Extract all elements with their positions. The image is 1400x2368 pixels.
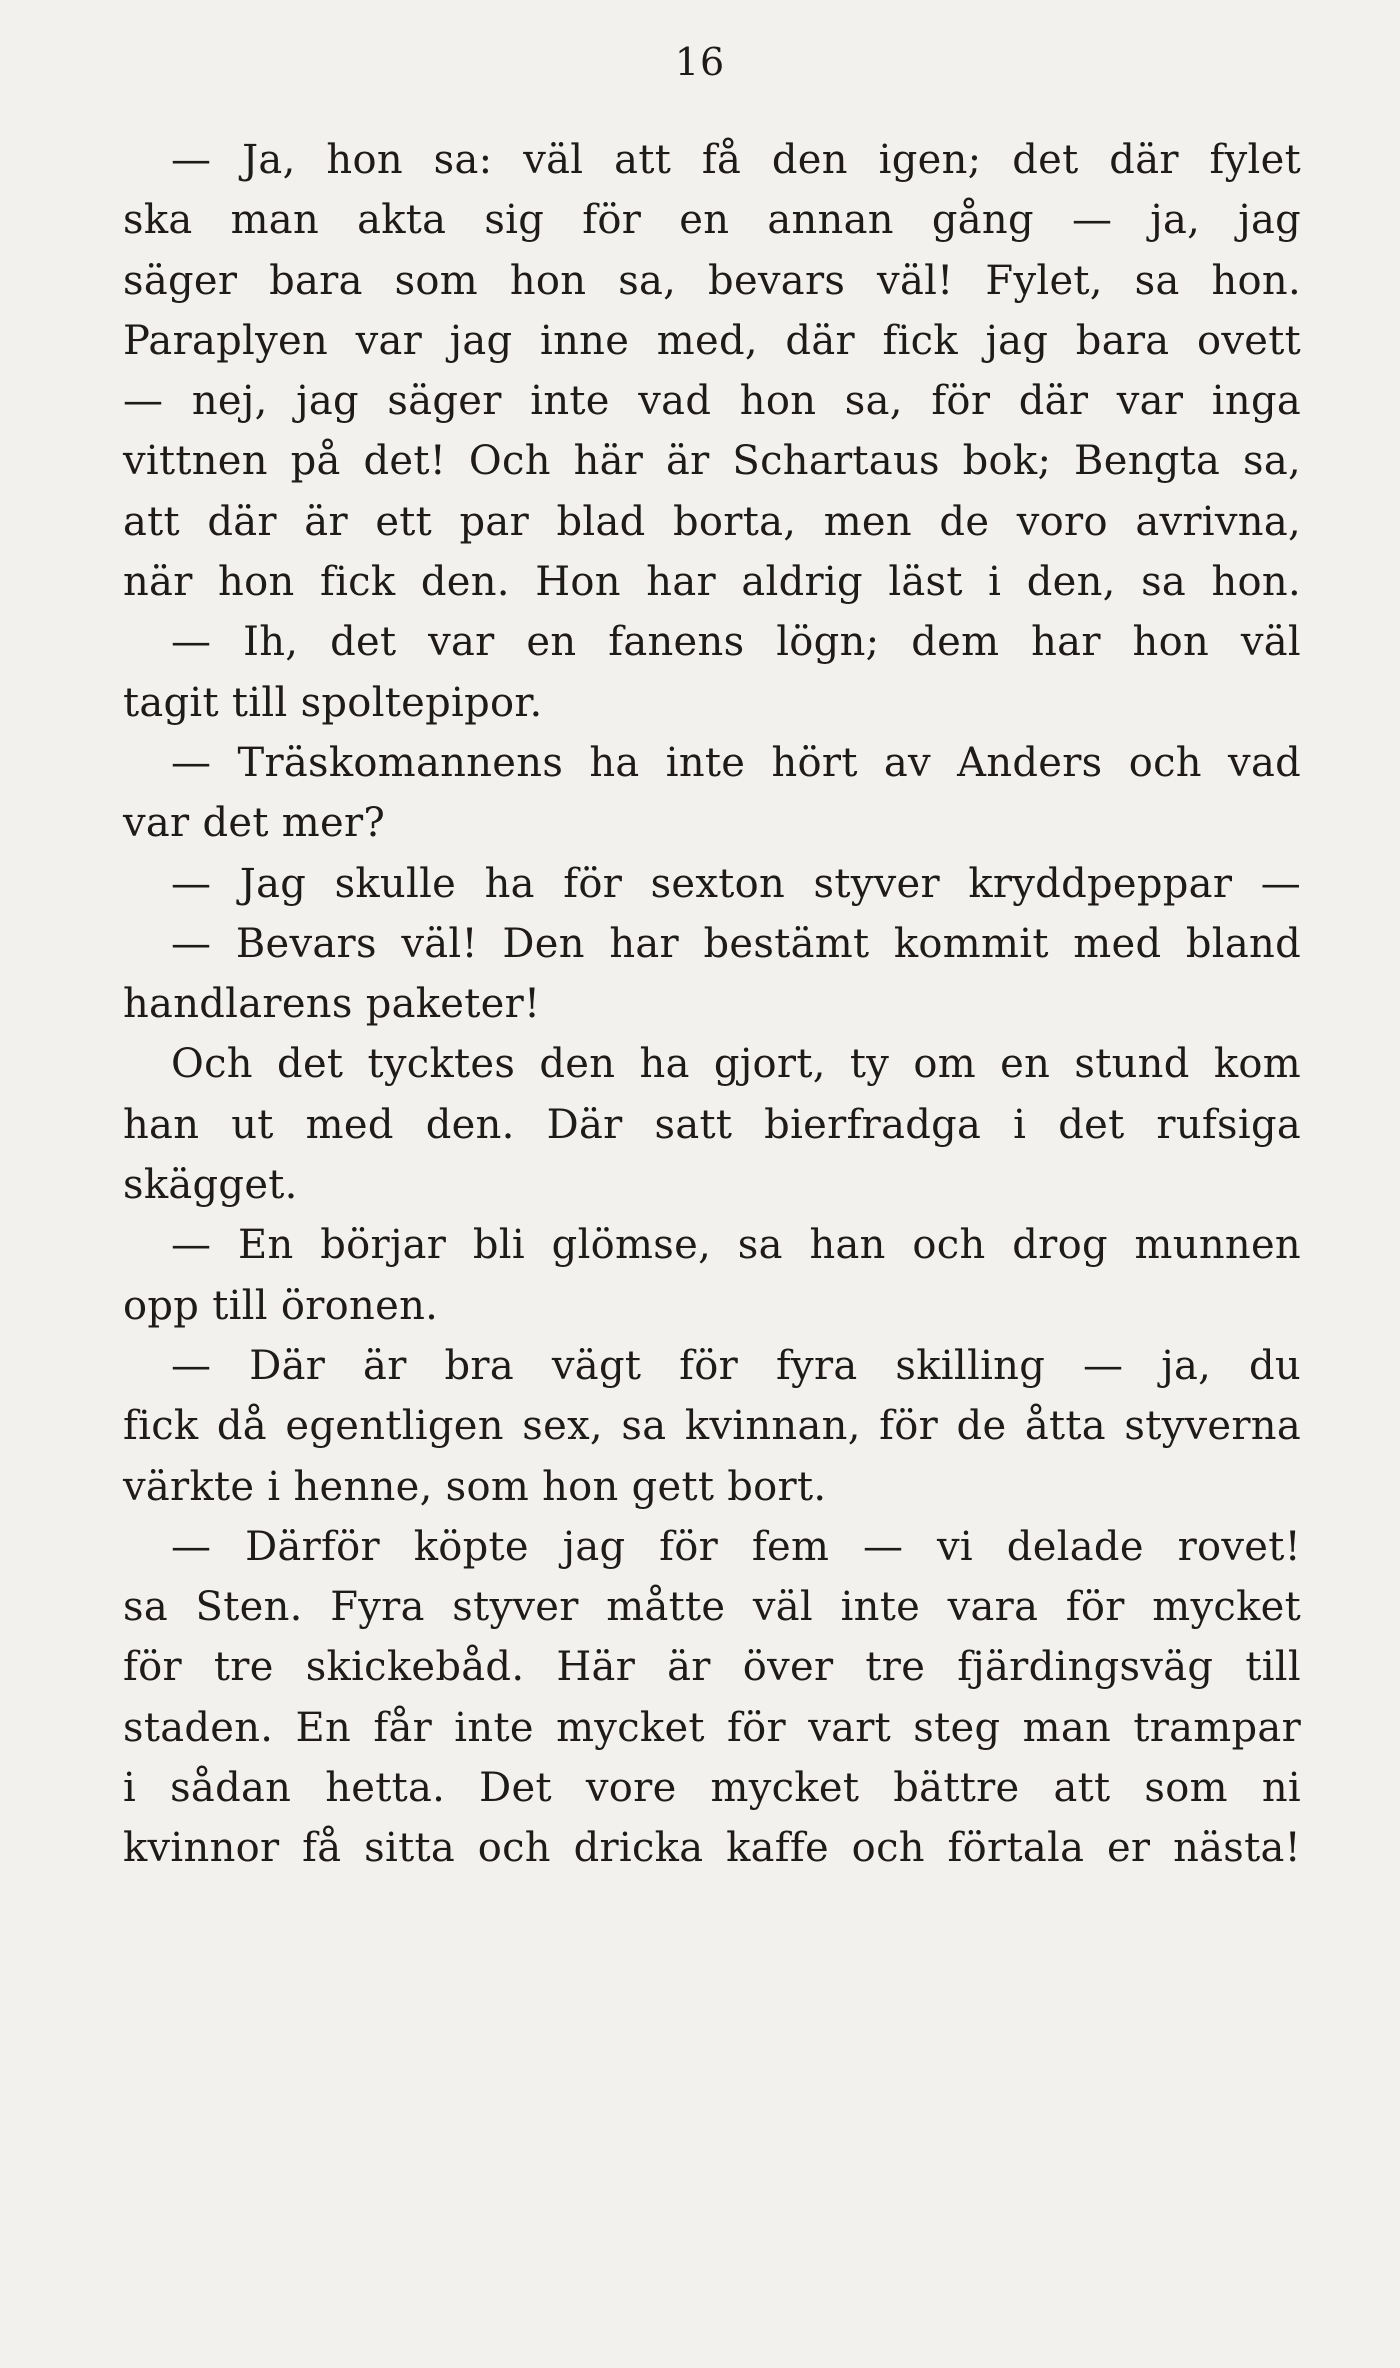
text-line: ska man akta sig för en annan gång — ja, jag — [123, 197, 1301, 244]
text-line: Och det tycktes den ha gjort, ty om en stund kom — [171, 1041, 1301, 1088]
text-line: säger bara som hon sa, bevars väl! Fylet, sa hon. — [123, 257, 1301, 304]
text-line: tagit till spoltepipor. — [123, 679, 543, 726]
text-line: — Ja, hon sa: väl att få den igen; det där fylet — [171, 137, 1301, 183]
text-line: han ut med den. Där satt bierfradga i det rufsiga — [123, 1101, 1301, 1148]
text-line: staden. En får inte mycket för vart steg man trampar — [123, 1704, 1301, 1751]
text-line: när hon fick den. Hon har aldrig läst i den, sa hon. — [123, 559, 1301, 606]
text-line: — Därför köpte jag för fem — vi delade rovet! — [171, 1523, 1301, 1570]
page-number: 16 — [674, 40, 726, 84]
text-line: skägget. — [123, 1162, 298, 1209]
text-line: sa Sten. Fyra styver måtte väl inte vara för mycket — [123, 1584, 1301, 1631]
text-line: var det mer? — [123, 800, 386, 847]
text-line: att där är ett par blad borta, men de voro avrivna, — [123, 498, 1301, 545]
text-line: — Ih, det var en fanens lögn; dem har hon väl — [171, 619, 1301, 666]
text-line: Paraplyen var jag inne med, där fick jag bara ovett — [123, 317, 1301, 364]
text-line: — Jag skulle ha för sexton styver kryddpeppar — — [171, 860, 1301, 907]
text-line: kvinnor få sitta och dricka kaffe och förtala er nästa! — [123, 1825, 1301, 1872]
page-text — [123, 130, 1301, 1879]
text-line: för tre skickebåd. Här är över tre fjärdingsväg till — [123, 1644, 1301, 1691]
text-line: — Där är bra vägt för fyra skilling — ja, du — [171, 1342, 1301, 1389]
text-line: — Träskomannens ha inte hört av Anders och vad — [171, 739, 1301, 786]
text-line: — nej, jag säger inte vad hon sa, för där var inga — [123, 378, 1301, 425]
text-line: opp till öronen. — [123, 1282, 439, 1329]
text-line: fick då egentligen sex, sa kvinnan, för de åtta styverna — [123, 1403, 1301, 1450]
text-line: — En börjar bli glömse, sa han och drog munnen — [171, 1222, 1301, 1269]
text-line: — Bevars väl! Den har bestämt kommit med bland — [171, 920, 1301, 967]
text-line: i sådan hetta. Det vore mycket bättre att som ni — [123, 1765, 1301, 1812]
text-line: värkte i henne, som hon gett bort. — [123, 1463, 827, 1510]
text-line: handlarens paketer! — [123, 981, 541, 1028]
text-line: vittnen på det! Och här är Schartaus bok; Bengta sa, — [123, 438, 1301, 485]
